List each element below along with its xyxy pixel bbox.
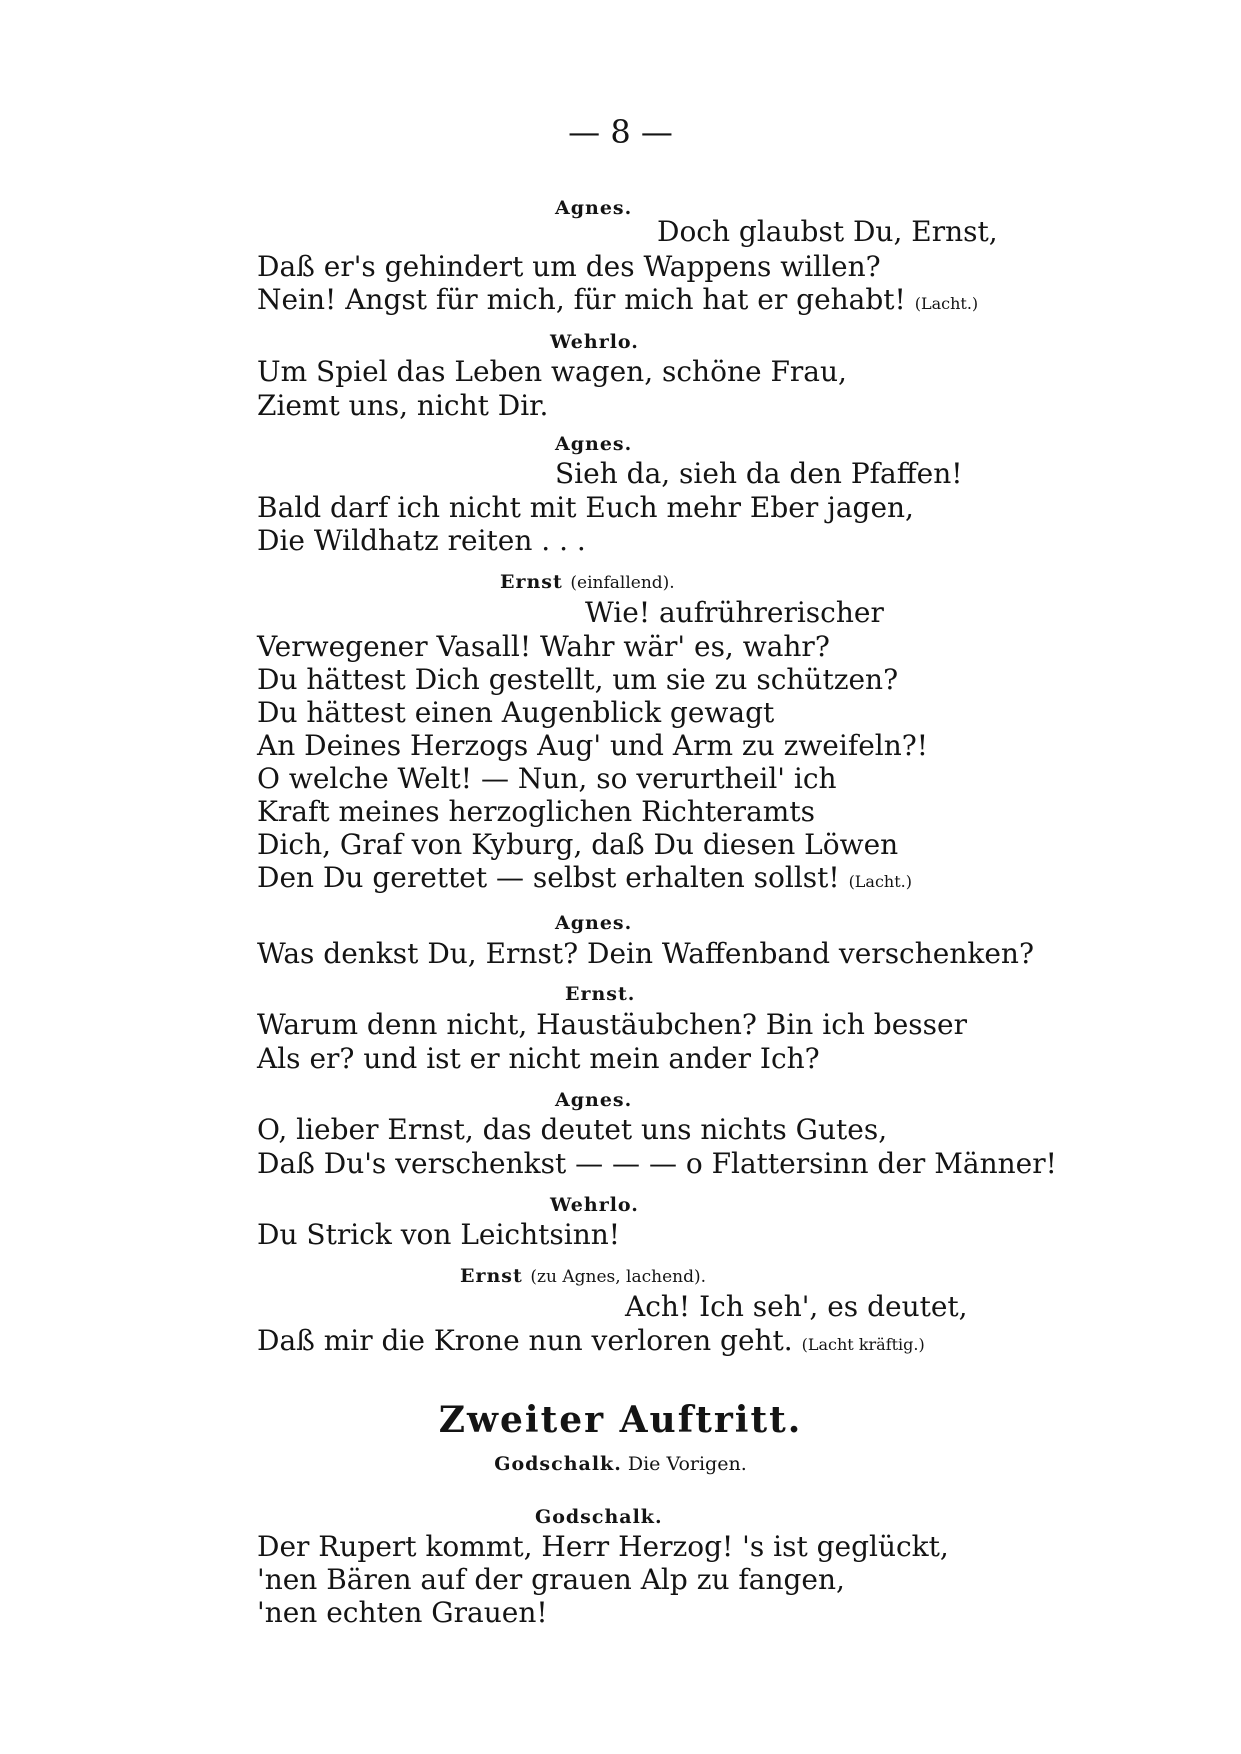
speaker-name: Ernst [460,1265,523,1287]
page-number: — 8 — [568,113,673,151]
verse-line: Um Spiel das Leben wagen, schöne Frau, [257,355,847,388]
verse-line: An Deines Herzogs Aug' und Arm zu zweifeln?! [257,729,929,762]
verse-line: Wie! aufrührerischer [585,596,884,629]
speaker-wehrlo: Wehrlo. [550,331,639,353]
speaker-agnes: Agnes. [555,1089,633,1111]
verse-line: Der Rupert kommt, Herr Herzog! 's ist geglückt, [257,1530,949,1563]
speaker-agnes: Agnes. [555,433,633,455]
verse-line: Du Strick von Leichtsinn! [257,1218,621,1251]
scene-characters [0,1452,1241,1476]
verse-line: Kraft meines herzoglichen Richteramts [257,795,815,828]
verse-line: O, lieber Ernst, das deutet uns nichts Gutes, [257,1113,888,1146]
verse-line [257,1324,925,1362]
verse-line: O welche Welt! — Nun, so verurtheil' ich [257,762,837,795]
speaker-agnes: Agnes. [555,197,633,219]
verse-text: Nein! Angst für mich, für mich hat er gehabt! [257,283,906,316]
speaker-wehrlo: Wehrlo. [550,1194,639,1216]
verse-line: Sieh da, sieh da den Pfaffen! [555,457,963,490]
verse-line [257,283,978,321]
verse-line: Dich, Graf von Kyburg, daß Du diesen Löwen [257,828,899,861]
verse-line: 'nen echten Grauen! [257,1596,548,1629]
speaker-ernst [460,1264,706,1289]
speaker-godschalk: Godschalk. [535,1506,663,1528]
verse-line: Daß Du's verschenkst — — — o Flattersinn der Männer! [257,1147,1057,1180]
scene-others: Die Vorigen. [627,1453,747,1475]
verse-line: Ach! Ich seh', es deutet, [625,1290,968,1323]
verse-line: Als er? und ist er nicht mein ander Ich? [257,1042,820,1075]
verse-line: Was denkst Du, Ernst? Dein Waffenband verschenken? [257,937,1034,970]
stage-direction: (einfallend). [570,573,675,593]
verse-line: Verwegener Vasall! Wahr wär' es, wahr? [257,630,830,663]
verse-line: Bald darf ich nicht mit Euch mehr Eber jagen, [257,491,914,524]
verse-line: Doch glaubst Du, Ernst, [657,215,998,248]
stage-direction: (Lacht.) [848,872,912,891]
verse-line: Warum denn nicht, Haustäubchen? Bin ich besser [257,1008,967,1041]
stage-direction: (zu Agnes, lachend). [530,1267,707,1287]
verse-text: Den Du gerettet — selbst erhalten sollst! [257,861,840,894]
stage-direction: (Lacht kräftig.) [801,1335,925,1354]
scene-title: Zweiter Auftritt. [438,1399,803,1441]
speaker-name: Ernst [500,571,563,593]
speaker-ernst: Ernst. [565,983,636,1005]
verse-line: Daß er's gehindert um des Wappens willen? [257,250,881,283]
verse-line: Ziemt uns, nicht Dir. [257,389,549,422]
stage-direction: (Lacht.) [914,294,979,313]
verse-text: Daß mir die Krone nun verloren geht. [257,1324,793,1357]
scene-character: Godschalk. [494,1453,622,1475]
speaker-agnes: Agnes. [555,912,633,934]
verse-line: Du hättest Dich gestellt, um sie zu schützen? [257,663,899,696]
verse-line: Die Wildhatz reiten . . . [257,524,586,557]
verse-line [257,861,912,899]
verse-line: Du hättest einen Augenblick gewagt [257,696,775,729]
verse-line: 'nen Bären auf der grauen Alp zu fangen, [257,1563,845,1596]
speaker-ernst [500,570,675,595]
